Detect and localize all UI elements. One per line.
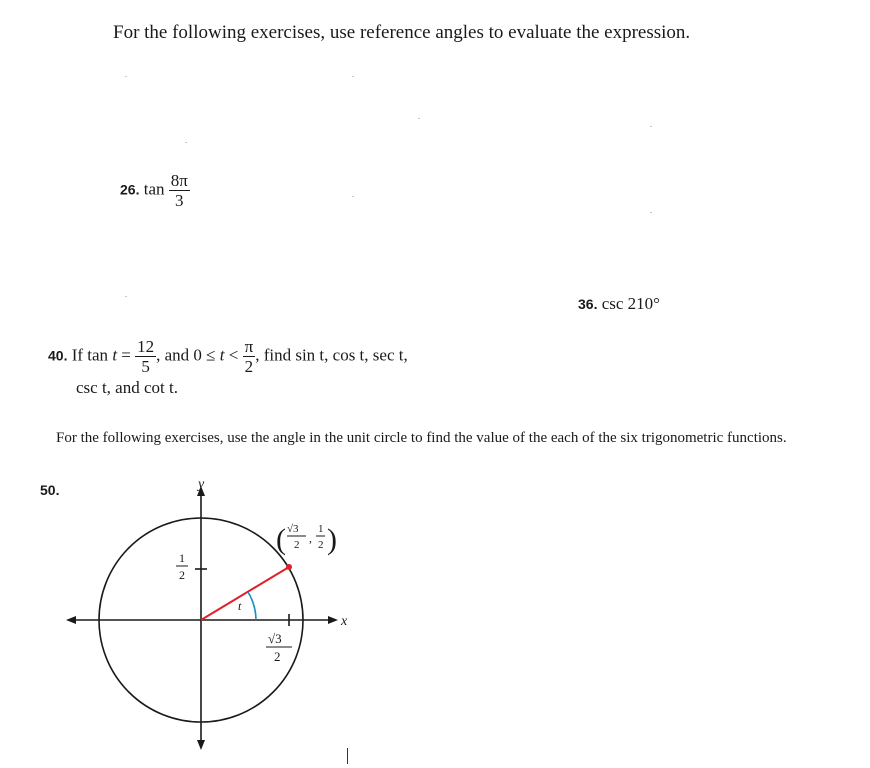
text: < bbox=[224, 345, 243, 365]
intro-unit-circle: For the following exercises, use the angle in the unit circle to find the value of the each of the six trigonometric functions. bbox=[56, 430, 787, 446]
variable: t bbox=[112, 345, 118, 365]
denominator: 3 bbox=[175, 191, 184, 210]
expression: csc 210° bbox=[601, 294, 660, 313]
arrow-down-icon bbox=[197, 740, 205, 750]
text: = bbox=[117, 345, 136, 365]
point-y-den: 2 bbox=[318, 539, 324, 551]
point-comma: , bbox=[309, 531, 312, 545]
function-name: tan bbox=[143, 179, 165, 199]
x-tick-den: 2 bbox=[274, 649, 281, 664]
x-tick-num: √3 bbox=[268, 631, 282, 646]
exercise-number: 26. bbox=[120, 181, 140, 198]
angle-arc bbox=[248, 592, 256, 620]
text-cursor bbox=[347, 748, 348, 764]
angle-label: t bbox=[238, 599, 242, 613]
exercise-40-line2: csc t, and cot t. bbox=[76, 378, 178, 397]
exercise-number: 40. bbox=[48, 347, 68, 364]
exercise-number: 36. bbox=[578, 296, 598, 312]
text: , and 0 ≤ bbox=[156, 345, 220, 365]
arrow-right-icon bbox=[328, 616, 338, 624]
paren-open: ( bbox=[276, 523, 286, 556]
numerator: 8π bbox=[170, 171, 188, 190]
x-axis-label: x bbox=[341, 614, 348, 629]
intro-reference-angles: For the following exercises, use reference angles to evaluate the expression. bbox=[113, 22, 691, 43]
denominator: 2 bbox=[244, 357, 254, 376]
variable: t bbox=[219, 345, 225, 365]
y-axis-label: y bbox=[198, 477, 205, 492]
paren-close: ) bbox=[327, 523, 337, 556]
radius-line bbox=[201, 567, 289, 620]
y-tick-den: 2 bbox=[179, 568, 185, 582]
point-x-num: √3 bbox=[287, 523, 299, 535]
numerator: 12 bbox=[137, 337, 155, 356]
numerator: π bbox=[244, 337, 254, 356]
exercise-50-number: 50. bbox=[40, 482, 60, 498]
point-y-num: 1 bbox=[318, 523, 324, 535]
text: , find sin t, cos t, sec t, bbox=[255, 345, 408, 365]
point-x-den: 2 bbox=[294, 539, 300, 551]
denominator: 5 bbox=[141, 357, 150, 376]
y-tick-num: 1 bbox=[179, 551, 185, 565]
point-on-circle bbox=[286, 564, 292, 570]
arrow-left-icon bbox=[66, 616, 76, 624]
text: If tan bbox=[71, 345, 113, 365]
